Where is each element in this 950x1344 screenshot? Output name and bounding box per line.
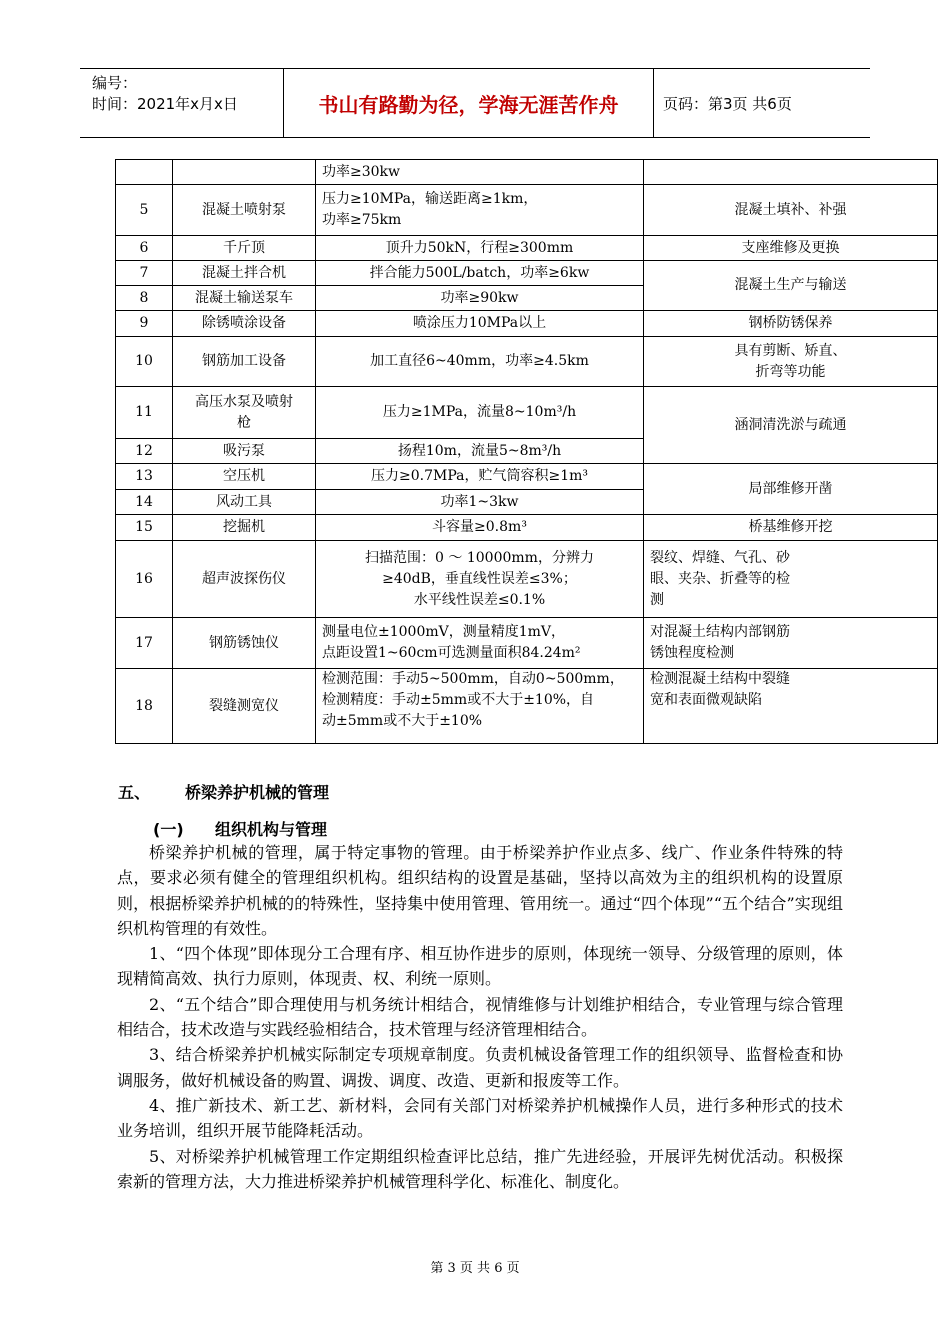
cell-no: 16: [116, 541, 173, 618]
cell-no: 11: [116, 387, 173, 439]
cell-spec: 功率≥30kw: [316, 160, 644, 185]
paragraph: 5、对桥梁养护机械管理工作定期组织检查评比总结，推广先进经验，开展评先树优活动。积极探索新的管理方法，大力推进桥梁养护机械管理科学化、标准化、制度化。: [117, 1146, 843, 1191]
cell-no: 9: [116, 311, 173, 337]
cell-spec: 加工直径6~40mm，功率≥4.5km: [316, 337, 644, 387]
cell-name: 钢筋加工设备: [173, 337, 316, 387]
table-row: [116, 337, 938, 387]
cell-spec: 压力≥10MPa，输送距离≥1km， 功率≥75km: [316, 185, 644, 236]
cell-spec: 压力≥0.7MPa，贮气筒容积≥1m³: [316, 464, 644, 490]
header-divider: [653, 69, 654, 137]
subsection-title-text: 组织机构与管理: [215, 820, 328, 839]
paragraph: 桥梁养护机械的管理，属于特定事物的管理。由于桥梁养护作业点多、线广、作业条件特殊的特点，要求必须有健全的管理组织机构。组织结构的设置是基础，坚持以高效为主的组织机构的设置原则，根据桥梁养护机械的的特殊性，坚持集中使用管理、管用统一。通过“四个体现”“五个结合”实现组织机构管理的有效性。: [117, 843, 843, 938]
header-meta: [92, 73, 272, 115]
cell-use: 支座维修及更换: [644, 236, 938, 261]
subsection-title: [153, 817, 327, 840]
cell-name: 空压机: [173, 464, 316, 490]
equipment-table: [115, 159, 938, 744]
cell-name: 除锈喷涂设备: [173, 311, 316, 337]
cell-use: 检测混凝土结构中裂缝 宽和表面微观缺陷: [644, 669, 938, 744]
cell-spec: 检测范围：手动5~500mm，自动0~500mm， 检测精度：手动±5mm或不大于±10%，自 动±5mm或不大于±10%: [316, 669, 644, 744]
paragraph: 2、“五个结合”即合理使用与机务统计相结合，视情维修与计划维护相结合，专业管理与综合管理相结合，技术改造与实践经验相结合，技术管理与经济管理相结合。: [117, 994, 843, 1040]
table-row: [116, 160, 938, 185]
cell-no: 15: [116, 515, 173, 541]
cell-use: [644, 160, 938, 185]
cell-spec: 压力≥1MPa，流量8~10m³/h: [316, 387, 644, 439]
cell-spec: 扫描范围：0 ～ 10000mm，分辨力 ≥40dB，垂直线性误差≤3%； 水平线性误差≤0.1%: [316, 541, 644, 618]
cell-no: [116, 160, 173, 185]
table-row: [116, 261, 938, 286]
cell-no: 13: [116, 464, 173, 490]
cell-name: 吸污泵: [173, 439, 316, 464]
cell-use: 裂纹、焊缝、气孔、砂 眼、夹杂、折叠等的检 测: [644, 541, 938, 618]
table-row: [116, 464, 938, 490]
paragraph: 4、推广新技术、新工艺、新材料，会同有关部门对桥梁养护机械操作人员，进行多种形式的技术业务培训，组织开展节能降耗活动。: [117, 1095, 843, 1141]
page-footer: 第 3 页 共 6 页: [430, 1261, 520, 1276]
cell-no: 8: [116, 286, 173, 311]
cell-name: [173, 160, 316, 185]
cell-use: 具有剪断、矫直、 折弯等功能: [644, 337, 938, 387]
section-number: 五、: [118, 783, 151, 802]
cell-spec: 拌合能力500L/batch，功率≥6kw: [316, 261, 644, 286]
cell-name: 风动工具: [173, 490, 316, 515]
cell-use: 桥基维修开挖: [644, 515, 938, 541]
section-title-text: 桥梁养护机械的管理: [185, 783, 330, 802]
cell-spec: 功率1~3kw: [316, 490, 644, 515]
cell-spec: 扬程10m，流量5~8m³/h: [316, 439, 644, 464]
cell-use: 钢桥防锈保养: [644, 311, 938, 337]
cell-no: 10: [116, 337, 173, 387]
cell-name: 混凝土喷射泵: [173, 185, 316, 236]
cell-use: 涵洞清洗淤与疏通: [644, 387, 938, 464]
page-header: [80, 68, 870, 138]
cell-spec: 斗容量≥0.8m³: [316, 515, 644, 541]
cell-no: 14: [116, 490, 173, 515]
table-row: [116, 618, 938, 669]
cell-no: 18: [116, 669, 173, 744]
cell-spec: 测量电位±1000mV，测量精度1mV， 点距设置1~60cm可选测量面积84.24m²: [316, 618, 644, 669]
table-row: [116, 515, 938, 541]
cell-name: 超声波探伤仪: [173, 541, 316, 618]
cell-use: 混凝土生产与输送: [644, 261, 938, 311]
section-body: [117, 840, 843, 1194]
cell-name: 千斤顶: [173, 236, 316, 261]
cell-no: 7: [116, 261, 173, 286]
header-page-label: 页码：第3页 共6页: [663, 94, 792, 113]
cell-spec: 顶升力50kN，行程≥300mm: [316, 236, 644, 261]
table-row: [116, 311, 938, 337]
table-row: [116, 541, 938, 618]
table-row: [116, 185, 938, 236]
cell-use: 局部维修开凿: [644, 464, 938, 515]
cell-no: 17: [116, 618, 173, 669]
subsection-number: (一): [153, 820, 184, 839]
cell-name: 高压水泵及喷射 枪: [173, 387, 316, 439]
cell-spec: 功率≥90kw: [316, 286, 644, 311]
cell-use: 混凝土填补、补强: [644, 185, 938, 236]
cell-use: 对混凝土结构内部钢筋 锈蚀程度检测: [644, 618, 938, 669]
paragraph: 3、结合桥梁养护机械实际制定专项规章制度。负责机械设备管理工作的组织领导、监督检查和协调服务，做好机械设备的购置、调拨、调度、改造、更新和报废等工作。: [117, 1045, 843, 1090]
cell-no: 5: [116, 185, 173, 236]
header-motto: 书山有路勤为径，学海无涯苦作舟: [318, 92, 619, 117]
cell-name: 钢筋锈蚀仪: [173, 618, 316, 669]
paragraph: 1、“四个体现”即体现分工合理有序、相互协作进步的原则，体现统一领导、分级管理的原则，体现精简高效、执行力原则，体现责、权、利统一原则。: [117, 944, 843, 989]
header-code-label: 编号：: [92, 74, 138, 92]
table-row: [116, 669, 938, 744]
cell-name: 挖掘机: [173, 515, 316, 541]
cell-no: 12: [116, 439, 173, 464]
cell-name: 混凝土输送泵车: [173, 286, 316, 311]
header-time-label: 时间：2021年x月x日: [92, 95, 238, 113]
cell-name: 裂缝测宽仪: [173, 669, 316, 744]
cell-name: 混凝土拌合机: [173, 261, 316, 286]
cell-no: 6: [116, 236, 173, 261]
table-row: [116, 387, 938, 439]
table-row: [116, 236, 938, 261]
cell-spec: 喷涂压力10MPa以上: [316, 311, 644, 337]
section-title: [118, 780, 329, 803]
